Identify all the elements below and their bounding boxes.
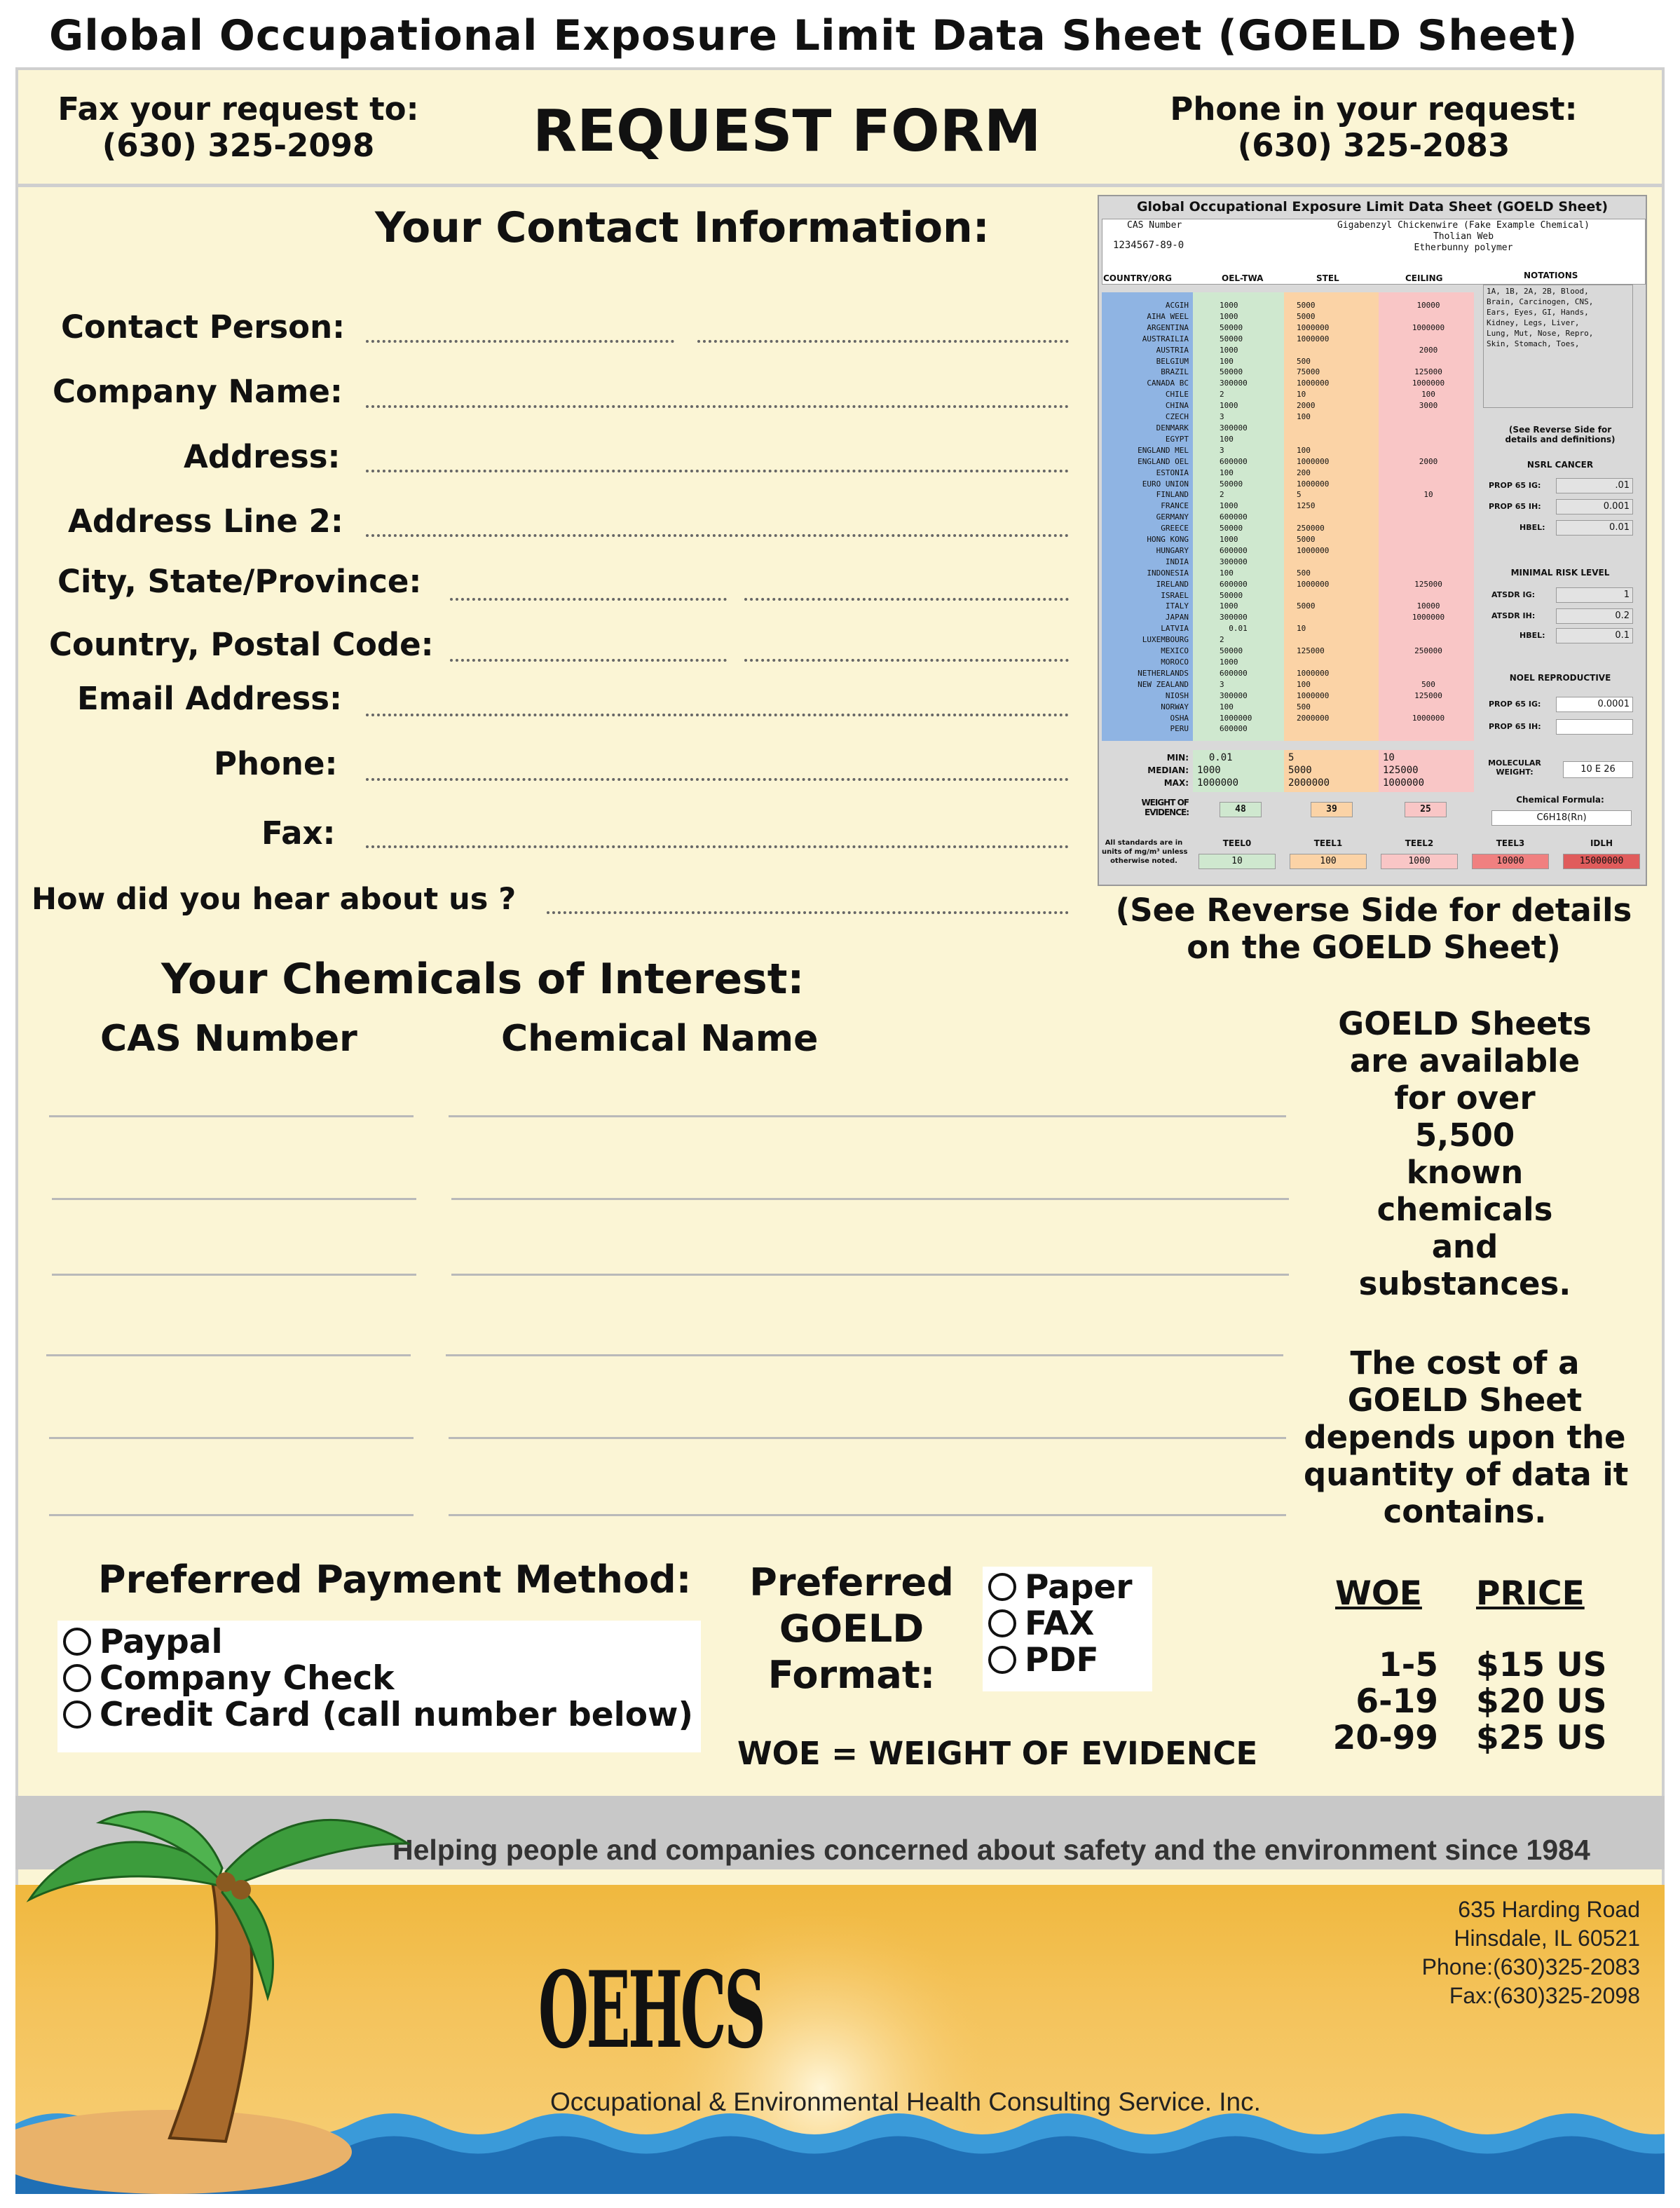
sheet-notations-text: 1A, 1B, 2A, 2B, Blood, Brain, Carcinogen, CNS, Ears, Eyes, GI, Hands, Kidney, Legs, Liver, Lung, Mut, Nose, Repro, Skin, Stomach, Toes, — [1487, 287, 1594, 348]
sheet-hbel2-label: HBEL: — [1519, 631, 1545, 640]
sheet-teel-value: 100 — [1290, 854, 1367, 869]
phone-request-number: (630) 325-2083 — [1237, 127, 1510, 164]
payment-option-credit-card[interactable] — [63, 1696, 693, 1734]
cas-number-field-4[interactable] — [46, 1354, 411, 1356]
sheet-col-ceiling: CEILING — [1405, 273, 1443, 283]
hear-about-label: How did you hear about us ? — [32, 882, 517, 917]
email-label: Email Address: — [77, 680, 343, 717]
country-field[interactable] — [450, 659, 727, 662]
sheet-teel-value: 15000000 — [1563, 854, 1640, 869]
sheet-noel-heading: NOEL REPRODUCTIVE — [1509, 673, 1611, 683]
phone-field[interactable] — [366, 778, 1069, 781]
radio-icon[interactable] — [988, 1646, 1016, 1674]
cas-number-field-6[interactable] — [49, 1514, 414, 1516]
format-option-paper[interactable] — [988, 1569, 1133, 1607]
divider — [15, 184, 1665, 187]
hear-about-field[interactable] — [547, 911, 1069, 914]
company-name-field[interactable] — [366, 405, 1069, 408]
sheet-mw-label: MOLECULAR WEIGHT: — [1488, 758, 1541, 777]
sheet-mw-value: 10 E 26 — [1563, 761, 1633, 778]
sheet-cas-label: CAS Number — [1127, 220, 1182, 231]
sheet-woe-stel: 39 — [1311, 802, 1353, 817]
chemical-name-field-4[interactable] — [446, 1354, 1283, 1356]
phone-request-block — [1163, 91, 1584, 164]
cost-text: The cost of a GOELD Sheet depends upon the quantity of data it contains. — [1304, 1344, 1629, 1530]
sheet-woe-label: WEIGHT OF EVIDENCE: — [1141, 798, 1189, 817]
sheet-prop65ih-label: PROP 65 IH: — [1489, 502, 1541, 511]
chemical-name-field-2[interactable] — [451, 1198, 1289, 1200]
sheet-woe-ceiling: 25 — [1405, 802, 1447, 817]
sheet-oel-stats: 0.01 1000 1000000 — [1197, 752, 1239, 789]
footer-tagline: Helping people and companies concerned about safety and the environment since 1984 — [392, 1834, 1590, 1866]
sheet-teel-label: TEEL3 — [1496, 838, 1525, 848]
city-label: City, State/Province: — [57, 563, 422, 600]
payment-option-paypal[interactable] — [63, 1623, 223, 1661]
format-option-pdf[interactable] — [988, 1642, 1099, 1679]
sheet-stel-stats: 5 5000 2000000 — [1288, 752, 1330, 789]
sheet-hbel-value: 0.01 — [1556, 520, 1633, 536]
sheet-prop65ih-value: 0.001 — [1556, 499, 1633, 514]
radio-icon[interactable] — [63, 1664, 91, 1692]
pricing-price-header: PRICE — [1476, 1574, 1585, 1613]
chemicals-heading: Your Chemicals of Interest: — [161, 955, 805, 1004]
contact-heading: Your Contact Information: — [375, 203, 990, 252]
payment-option-label: Credit Card (call number below) — [100, 1696, 693, 1734]
cas-number-field-1[interactable] — [49, 1115, 414, 1117]
sheet-prop65ig-value: .01 — [1556, 478, 1633, 493]
fax-label: Fax: — [261, 815, 336, 852]
company-logo: OEHCS — [538, 1949, 764, 2072]
fax-request-block — [42, 91, 435, 164]
sheet-atsdrig-value: 1 — [1556, 587, 1633, 603]
sheet-atsdrig-label: ATSDR IG: — [1491, 590, 1536, 599]
sheet-teel-value: 10000 — [1472, 854, 1549, 869]
sheet-formula-value: C6H18(Rn) — [1491, 810, 1632, 826]
pricing-woe-header: WOE — [1335, 1574, 1422, 1613]
contact-first-name-field[interactable] — [366, 340, 674, 343]
payment-option-label: Paypal — [100, 1623, 223, 1661]
sheet-nsrl-heading: NSRL CANCER — [1527, 460, 1594, 470]
goeld-sample-sheet — [1098, 195, 1647, 886]
address2-label: Address Line 2: — [68, 503, 343, 540]
fax-request-number: (630) 325-2098 — [102, 127, 375, 164]
sheet-ceil-stats: 10 125000 1000000 — [1383, 752, 1425, 789]
address-label: Address: — [184, 438, 341, 475]
address-field[interactable] — [366, 470, 1069, 472]
sheet-woe-oel: 48 — [1220, 802, 1262, 817]
format-option-label: Paper — [1025, 1568, 1133, 1607]
sheet-units-note: All standards are in units of mg/m³ unless otherwise noted. — [1102, 839, 1188, 865]
format-option-fax[interactable] — [988, 1605, 1094, 1643]
radio-icon[interactable] — [63, 1628, 91, 1656]
sheet-col-notations: NOTATIONS — [1524, 271, 1578, 280]
address2-field[interactable] — [366, 534, 1069, 537]
sheet-country-list: ACGIH AIHA WEEL ARGENTINA AUSTRAILIA AUSTRIA BELGIUM BRAZIL CANADA BC CHILE CHINA CZECH DENMARK EGYPT ENGLAND MEL ENGLAND OEL ESTONIA EURO UNION FINLAND FRANCE GERMANY GREECE HONG KONG HUNGARY INDIA INDONESIA IRELAND ISRAEL ITALY JAPAN LATVIA LUXEMBOURG MEXICO MOROCO NETHERLANDS NEW ZEALAND NIOSH NORWAY OSHA PERU — [1138, 301, 1189, 734]
sheet-chem-names: Gigabenzyl Chickenwire (Fake Example Chemical) Tholian Web Etherbunny polymer — [1337, 220, 1590, 253]
radio-icon[interactable] — [63, 1701, 91, 1729]
chemical-name-field-3[interactable] — [451, 1274, 1289, 1276]
see-reverse-note: (See Reverse Side for details on the GOELD Sheet) — [1115, 892, 1632, 966]
company-name-label: Company Name: — [53, 373, 343, 410]
cas-number-field-3[interactable] — [52, 1274, 416, 1276]
sheet-atsdrih-label: ATSDR IH: — [1491, 611, 1536, 620]
sheet-noel-ih-value — [1556, 719, 1633, 735]
phone-request-label: Phone in your request: — [1170, 90, 1578, 128]
email-field[interactable] — [366, 714, 1069, 716]
sheet-formula-label: Chemical Formula: — [1516, 795, 1604, 805]
payment-option-company-check[interactable] — [63, 1660, 395, 1698]
sheet-teel-value: 1000 — [1381, 854, 1458, 869]
chemical-name-field-5[interactable] — [449, 1437, 1286, 1439]
form-title: REQUEST FORM — [533, 98, 1042, 165]
coconut — [231, 1880, 251, 1900]
sheet-teel-label: TEEL2 — [1405, 838, 1434, 848]
country-label: Country, Postal Code: — [49, 626, 434, 663]
sheet-noel-ig-label: PROP 65 IG: — [1489, 700, 1541, 709]
sheet-title: Global Occupational Exposure Limit Data Sheet (GOELD Sheet) — [1136, 199, 1609, 214]
cas-number-field-5[interactable] — [49, 1437, 414, 1439]
postal-code-field[interactable] — [744, 659, 1069, 662]
company-name: Occupational & Environmental Health Consulting Service. Inc. — [550, 2087, 1261, 2116]
sheet-hbel-label: HBEL: — [1519, 523, 1545, 532]
payment-option-label: Company Check — [100, 1659, 395, 1698]
chemical-name-field-1[interactable] — [449, 1115, 1286, 1117]
format-option-label: PDF — [1025, 1641, 1099, 1679]
sheet-noel-ig-value: 0.0001 — [1556, 697, 1633, 712]
company-address: 635 Harding Road Hinsdale, IL 60521 Phone:(630)325-2083 Fax:(630)325-2098 — [1421, 1897, 1640, 2008]
sheet-oel-values: 1000 1000 50000 50000 1000 100 50000 300000 2 1000 3 300000 100 3 600000 100 50000 2 1000 600000 50000 1000 600000 300000 100 600000 50000 1000 300000 0.01 2 50000 1000 600000 3 300000 100 1000000 600000 — [1220, 301, 1252, 734]
radio-icon[interactable] — [988, 1609, 1016, 1637]
format-heading: Preferred GOELD Format: — [749, 1560, 954, 1697]
sheet-teel-label: TEEL0 — [1222, 838, 1252, 848]
sheet-col-stel: STEL — [1316, 273, 1339, 283]
sheet-stel-values: 5000 5000 1000000 1000000 500 75000 1000000 10 2000 100 100 1000000 200 1000000 5 1250 250000 5000 1000000 500 1000000 5000 10 125000 1000000 100 1000000 500 2000000 — [1297, 301, 1330, 723]
sheet-col-country: COUNTRY/ORG — [1103, 273, 1172, 283]
city-field[interactable] — [450, 598, 727, 601]
cas-number-header: CAS Number — [100, 1018, 357, 1060]
fax-field[interactable] — [366, 845, 1069, 848]
sheet-see-reverse: (See Reverse Side for details and definitions) — [1505, 425, 1616, 444]
chemical-name-header: Chemical Name — [501, 1018, 819, 1060]
contact-person-label: Contact Person: — [61, 308, 346, 346]
fax-request-label: Fax your request to: — [57, 90, 419, 128]
sheet-cas-value: 1234567-89-0 — [1113, 240, 1184, 251]
sheet-teel-label: TEEL1 — [1313, 838, 1343, 848]
sheet-mrl-heading: MINIMAL RISK LEVEL — [1510, 568, 1610, 578]
sheet-prop65ig-label: PROP 65 IG: — [1489, 481, 1541, 490]
sheet-stat-labels: MIN: MEDIAN: MAX: — [1147, 753, 1189, 788]
sheet-teel-label: IDLH — [1590, 838, 1613, 848]
state-field[interactable] — [744, 598, 1069, 601]
sheet-atsdrih-value: 0.2 — [1556, 608, 1633, 624]
cas-number-field-2[interactable] — [52, 1198, 416, 1200]
availability-text: GOELD Sheets are available for over 5,500 known chemicals and substances. — [1338, 1005, 1592, 1302]
page-title: Global Occupational Exposure Limit Data Sheet (GOELD Sheet) — [49, 11, 1578, 60]
sheet-noel-ih-label: PROP 65 IH: — [1489, 722, 1541, 731]
phone-label: Phone: — [214, 745, 338, 782]
palm-leaf-right — [226, 1820, 408, 1886]
sheet-hbel2-value: 0.1 — [1556, 628, 1633, 643]
contact-last-name-field[interactable] — [697, 340, 1069, 343]
chemical-name-field-6[interactable] — [449, 1514, 1286, 1516]
pricing-prices: $15 US $20 US $25 US — [1476, 1646, 1607, 1757]
pricing-woe-ranges: 1-5 6-19 20-99 — [1332, 1646, 1438, 1757]
radio-icon[interactable] — [988, 1573, 1016, 1601]
sheet-col-oel: OEL-TWA — [1222, 273, 1264, 283]
sheet-teel-value: 10 — [1198, 854, 1276, 869]
format-option-label: FAX — [1025, 1604, 1095, 1643]
woe-note: WOE = WEIGHT OF EVIDENCE — [737, 1735, 1258, 1772]
title-bar — [15, 7, 1665, 70]
payment-heading: Preferred Payment Method: — [98, 1558, 692, 1602]
sheet-ceiling-values: 10000 1000000 2000 125000 1000000 100 3000 2000 10 125000 10000 1000000 250000 500 125000 1000000 — [1412, 301, 1445, 723]
